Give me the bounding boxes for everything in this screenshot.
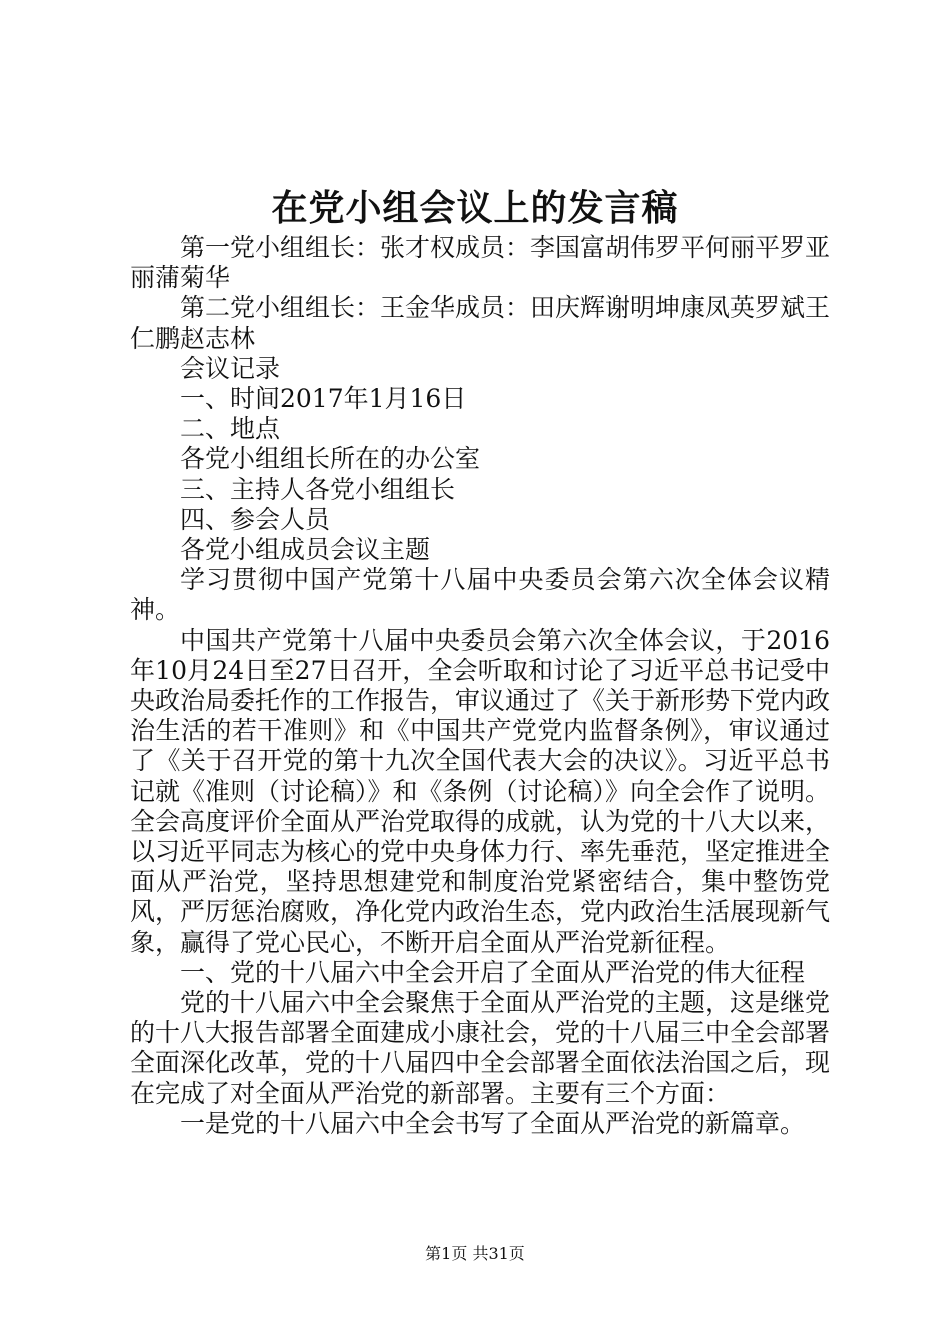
page-footer: 第1页 共31页: [425, 1244, 525, 1263]
document-body: [130, 233, 830, 1139]
paragraph: 各党小组成员会议主题: [180, 535, 431, 565]
paragraph: 一、时间2017年1月16日: [180, 384, 467, 414]
paragraph: 二、地点: [180, 414, 281, 444]
document-title: 在党小组会议上的发言稿: [271, 187, 679, 229]
paragraph: 三、主持人各党小组组长: [180, 474, 456, 504]
paragraph: 第一党小组组长：张才权成员：李国富胡伟罗平何丽平罗亚丽蒲菊华: [130, 233, 831, 293]
paragraph: 党的十八届六中全会聚焦于全面从严治党的主题，这是继党的十八大报告部署全面建成小康社会，党的十八届三中全会部署全面深化改革，党的十八届四中全会部署全面依法治国之后，现在完成了对全面从严治党的新部署。主要有三个方面：: [130, 988, 831, 1108]
paragraph: 一、党的十八届六中全会开启了全面从严治党的伟大征程: [180, 957, 806, 987]
paragraph: 四、参会人员: [180, 504, 331, 534]
paragraph: 第二党小组组长：王金华成员：田庆辉谢明坤康凤英罗斌王仁鹏赵志林: [130, 293, 831, 353]
paragraph: 学习贯彻中国产党第十八届中央委员会第六次全体会议精神。: [130, 565, 830, 625]
paragraph: 中国共产党第十八届中央委员会第六次全体会议，于2016年10月24日至27日召开，全会听取和讨论了习近平总书记受中央政治局委托作的工作报告，审议通过了《关于新形势下党内政治生活的若干准则》和《中国共产党党内监督条例》，审议通过了《关于召开党的第十九次全国代表大会的决议》。习近平总书记就《准则（讨论稿）》和《条例（讨论稿）》向全会作了说明。全会高度评价全面从严治党取得的成就，认为党的十八大以来，以习近平同志为核心的党中央身体力行、率先垂范，坚定推进全面从严治党，坚持思想建党和制度治党紧密结合，集中整饬党风，严厉惩治腐败，净化党内政治生态，党内政治生活展现新气象，赢得了党心民心，不断开启全面从严治党新征程。: [130, 625, 831, 957]
paragraph: 一是党的十八届六中全会书写了全面从严治党的新篇章。: [180, 1108, 806, 1138]
paragraph: 各党小组组长所在的办公室: [180, 444, 481, 474]
paragraph: 会议记录: [180, 353, 281, 383]
